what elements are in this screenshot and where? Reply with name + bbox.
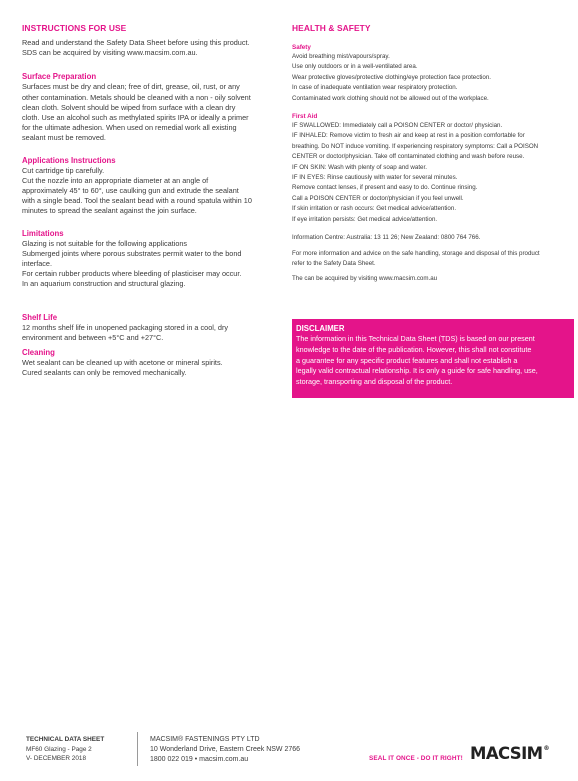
footer-document-info bbox=[26, 735, 104, 764]
safety-text bbox=[292, 52, 578, 104]
text-line: Use only outdoors or in a well-ventilated area. bbox=[292, 63, 418, 71]
text-line: CENTER or doctor/physician. Take off contaminated clothing and wash before reuse. bbox=[292, 153, 525, 161]
surface-preparation-heading: Surface Preparation bbox=[22, 72, 97, 82]
surface-preparation-text bbox=[22, 82, 284, 143]
instructions-intro bbox=[22, 38, 284, 58]
disclaimer-box bbox=[292, 319, 574, 398]
limitations-text bbox=[22, 239, 284, 290]
text-line: Submerged joints where porous substrates permit water to the bond bbox=[22, 248, 242, 258]
registered-mark: ® bbox=[543, 745, 549, 752]
text-line: Remove contact lenses, if present and easy to do. Continue rinsing. bbox=[292, 184, 478, 192]
applications-heading: Applications Instructions bbox=[22, 155, 116, 165]
disclaimer-text bbox=[296, 334, 569, 388]
text-line: IF ON SKIN: Wash with plenty of soap and water. bbox=[292, 163, 427, 171]
instructions-column bbox=[22, 23, 284, 378]
footer-company-name: MACSIM® FASTENINGS PTY LTD bbox=[150, 736, 260, 743]
text-line: interface. bbox=[22, 259, 53, 269]
safety-heading: Safety bbox=[292, 44, 311, 51]
text-line: refer to the Safety Data Sheet. bbox=[292, 259, 376, 267]
text-line: a guarantee for any specific product features and shall not establish a bbox=[296, 355, 518, 365]
text-line: IF IN EYES: Rinse cautiously with water for several minutes. bbox=[292, 174, 458, 182]
footer-address: 10 Wonderland Drive, Eastern Creek NSW 2766 bbox=[150, 746, 301, 753]
health-safety-column bbox=[292, 23, 578, 285]
sds-acquire-note: The can be acquired by visiting www.macsim.com.au bbox=[292, 275, 438, 283]
text-line: sealant must be removed. bbox=[22, 133, 106, 143]
text-line: The information in this Technical Data Sheet (TDS) is based on our present bbox=[296, 334, 535, 343]
text-line: In case of inadequate ventilation wear respiratory protection. bbox=[292, 84, 458, 92]
text-line: legally valid contractual relationship. It is only a guide for safe handling, use, bbox=[296, 366, 538, 376]
cleaning-text bbox=[22, 358, 284, 378]
text-line: IF INHALED: Remove victim to fresh air and keep at rest in a position comfortable for bbox=[292, 132, 525, 140]
text-line: environment and between +5°C and +27°C. bbox=[22, 332, 164, 342]
text-line: 12 months shelf life in unopened packaging stored in a cool, dry bbox=[22, 322, 229, 332]
text-line: Read and understand the Safety Data Sheet before using this product. bbox=[22, 38, 250, 47]
text-line: Cured sealants can only be removed mechanically. bbox=[22, 368, 187, 378]
footer-slogan: SEAL IT ONCE - DO IT RIGHT! bbox=[369, 755, 463, 762]
text-line: If skin irritation or rash occurs: Get medical advice/attention. bbox=[292, 205, 457, 213]
text-line: Surfaces must be dry and clean; free of dirt, grease, oil, rust, or any bbox=[22, 82, 240, 92]
first-aid-heading: First Aid bbox=[292, 113, 318, 121]
health-safety-title: HEALTH & SAFETY bbox=[292, 23, 371, 33]
text-line: Cut cartridge tip carefully. bbox=[22, 165, 105, 175]
text-line: Glazing is not suitable for the following applications bbox=[22, 238, 188, 248]
text-line: cloth. Use an alcohol such as methylated spirits IPA or ideally a primer bbox=[22, 113, 249, 123]
shelf-life-heading: Shelf Life bbox=[22, 312, 58, 322]
text-line: with a single bead. Tool the sealant bead with a round spatula within 10 bbox=[22, 196, 252, 206]
text-line: Contaminated work clothing should not be allowed out of the workplace. bbox=[292, 94, 489, 102]
text-line: IF SWALLOWED: Immediately call a POISON CENTER or doctor/ physician. bbox=[292, 122, 503, 130]
applications-text bbox=[22, 166, 284, 217]
footer-divider bbox=[137, 732, 138, 766]
text-line: minutes to spread the sealant against the join surface. bbox=[22, 206, 197, 216]
text-line: breathing. Do NOT induce vomiting. If experiencing respiratory symptoms: Call a POISON bbox=[292, 142, 539, 150]
footer-version: V- DECEMBER 2018 bbox=[26, 755, 87, 762]
more-information bbox=[292, 249, 578, 270]
text-line: If eye irritation persists: Get medical advice/attention. bbox=[292, 215, 438, 223]
text-line: approximately 45° to 60°, use caulking gun and extrude the sealant bbox=[22, 186, 239, 196]
instructions-title: INSTRUCTIONS FOR USE bbox=[22, 23, 127, 33]
text-line: Cut the nozzle into an appropriate diameter at an angle of bbox=[22, 175, 209, 185]
limitations-heading: Limitations bbox=[22, 228, 64, 238]
disclaimer-title: DISCLAIMER bbox=[296, 324, 345, 333]
logo-text: MACSIM bbox=[470, 744, 543, 763]
first-aid-text bbox=[292, 121, 578, 225]
text-line: For certain rubber products where bleeding of plasticiser may occur. bbox=[22, 269, 242, 279]
text-line: SDS can be acquired by visiting www.macsim.com.au. bbox=[22, 48, 198, 58]
macsim-logo bbox=[470, 744, 549, 763]
footer-doc-page: MF60 Glazing - Page 2 bbox=[26, 745, 92, 753]
information-centre: Information Centre: Australia: 13 11 26; New Zealand: 0800 764 766. bbox=[292, 234, 481, 242]
text-line: For more information and advice on the safe handling, storage and disposal of this product bbox=[292, 249, 540, 257]
footer-company-info bbox=[150, 735, 300, 765]
text-line: Call a POISON CENTER or doctor/physician if you feel unwell. bbox=[292, 194, 464, 202]
text-line: In an aquarium construction and structural glazing. bbox=[22, 279, 186, 289]
text-line: for the ultimate adhesion. When used on remedial work all existing bbox=[22, 123, 237, 133]
text-line: clean cloth. Solvent should be wiped from surface with a clean dry bbox=[22, 102, 236, 112]
footer-label: TECHNICAL DATA SHEET bbox=[26, 736, 105, 743]
text-line: Wet sealant can be cleaned up with acetone or mineral spirits. bbox=[22, 358, 223, 368]
text-line: storage, transporting and disposal of the product. bbox=[296, 377, 453, 387]
cleaning-heading: Cleaning bbox=[22, 348, 55, 358]
text-line: other contamination. Metals should be cleaned with a non - oily solvent bbox=[22, 92, 251, 102]
text-line: knowledge to the date of the publication. However, this shall not constitute bbox=[296, 344, 532, 354]
shelf-life-text bbox=[22, 323, 284, 343]
footer-contact: 1800 022 019 • macsim.com.au bbox=[150, 756, 249, 763]
text-line: Avoid breathing mist/vapours/spray. bbox=[292, 53, 390, 60]
text-line: Wear protective gloves/protective clothing/eye protection face protection. bbox=[292, 73, 492, 81]
